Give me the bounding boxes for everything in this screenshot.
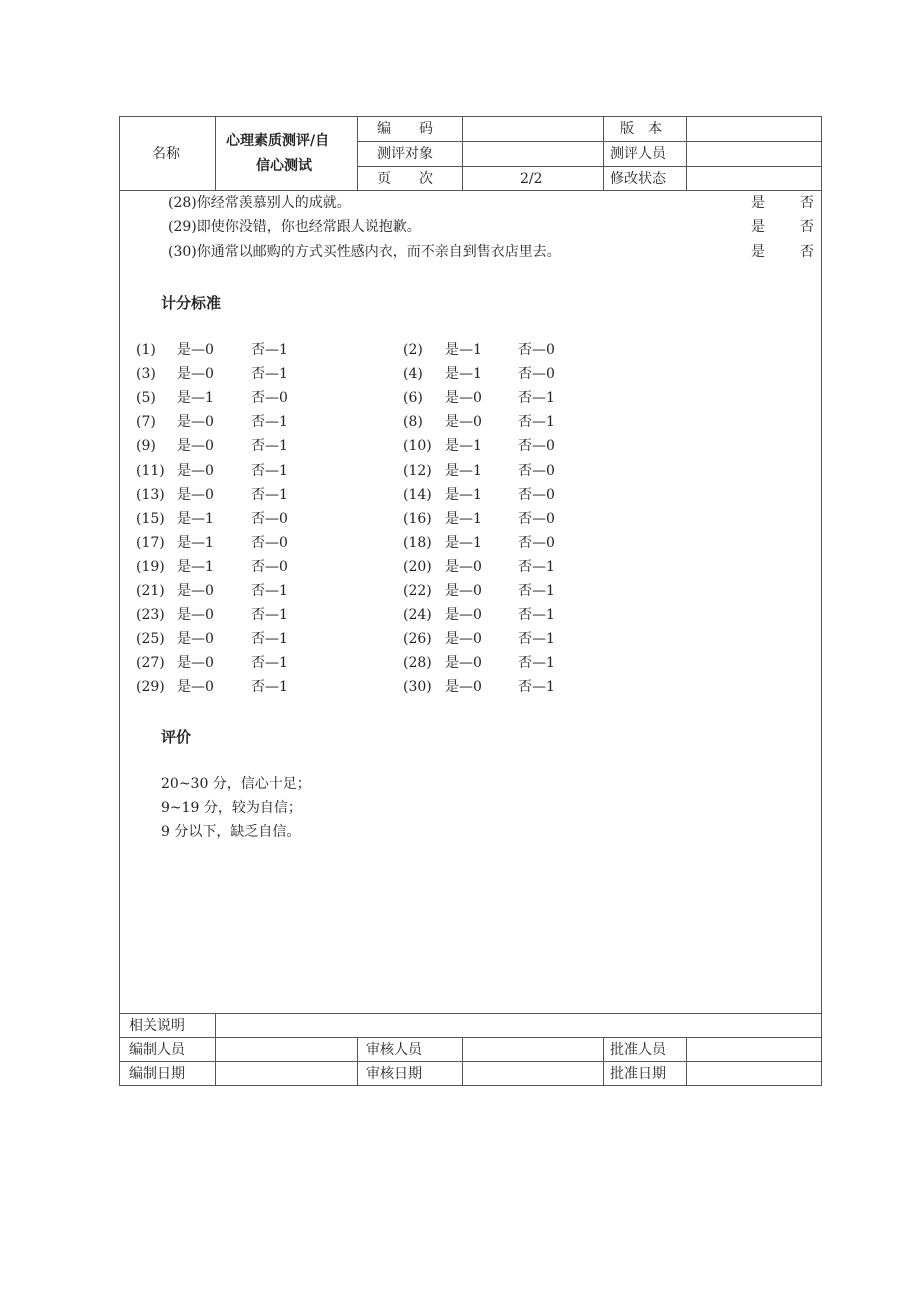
reviewer-label: 审核人员 bbox=[366, 1042, 422, 1058]
score-no: 否—1 bbox=[518, 679, 555, 695]
score-no: 否—1 bbox=[251, 414, 288, 430]
score-num: (22) bbox=[403, 583, 432, 599]
score-no: 否—0 bbox=[518, 438, 555, 454]
approver-label: 批准人员 bbox=[610, 1042, 666, 1058]
score-yes: 是—0 bbox=[177, 463, 214, 479]
question-30: (30)你通常以邮购的方式买性感内衣，而不亲自到售衣店里去。 bbox=[168, 244, 561, 260]
footer-col-divider bbox=[215, 1013, 216, 1085]
score-no: 否—1 bbox=[518, 607, 555, 623]
question-29-no: 否 bbox=[800, 219, 814, 235]
score-num: (9) bbox=[136, 438, 156, 454]
score-yes: 是—1 bbox=[177, 559, 214, 575]
score-num: (1) bbox=[136, 342, 156, 358]
score-no: 否—0 bbox=[518, 535, 555, 551]
name-value-line1: 心理素质测评/自 bbox=[226, 133, 330, 149]
score-no: 否—1 bbox=[518, 390, 555, 406]
score-yes: 是—1 bbox=[445, 463, 482, 479]
score-num: (4) bbox=[403, 366, 423, 382]
score-no: 否—1 bbox=[251, 463, 288, 479]
question-28-no: 否 bbox=[800, 195, 814, 211]
score-num: (30) bbox=[403, 679, 432, 695]
score-num: (19) bbox=[136, 559, 165, 575]
page-label: 页 次 bbox=[377, 171, 433, 187]
score-yes: 是—1 bbox=[445, 511, 482, 527]
page-value: 2/2 bbox=[520, 171, 543, 187]
score-num: (7) bbox=[136, 414, 156, 430]
score-yes: 是—0 bbox=[177, 679, 214, 695]
score-no: 否—1 bbox=[251, 342, 288, 358]
score-num: (28) bbox=[403, 655, 432, 671]
compiler-label: 编制人员 bbox=[129, 1042, 185, 1058]
score-yes: 是—0 bbox=[445, 414, 482, 430]
score-yes: 是—1 bbox=[177, 511, 214, 527]
score-yes: 是—0 bbox=[445, 607, 482, 623]
evaluation-title: 评价 bbox=[161, 728, 192, 746]
score-yes: 是—0 bbox=[445, 679, 482, 695]
footer-top-line bbox=[120, 1013, 821, 1014]
score-num: (18) bbox=[403, 535, 432, 551]
revision-label: 修改状态 bbox=[610, 171, 666, 187]
score-yes: 是—0 bbox=[177, 366, 214, 382]
score-no: 否—1 bbox=[518, 583, 555, 599]
score-num: (15) bbox=[136, 511, 165, 527]
name-value-line2: 信心测试 bbox=[256, 158, 312, 174]
footer-col-divider bbox=[686, 1037, 687, 1085]
score-num: (14) bbox=[403, 487, 432, 503]
footer-col-divider bbox=[603, 1037, 604, 1085]
score-no: 否—1 bbox=[251, 487, 288, 503]
question-29: (29)即使你没错，你也经常跟人说抱歉。 bbox=[168, 219, 421, 235]
name-label: 名称 bbox=[152, 146, 180, 162]
version-label: 版 本 bbox=[620, 121, 662, 137]
score-num: (13) bbox=[136, 487, 165, 503]
score-yes: 是—0 bbox=[177, 583, 214, 599]
header-divider bbox=[357, 166, 822, 167]
score-num: (3) bbox=[136, 366, 156, 382]
score-no: 否—0 bbox=[518, 487, 555, 503]
footer-col-divider bbox=[462, 1037, 463, 1085]
scoring-title: 计分标准 bbox=[161, 294, 222, 312]
score-no: 否—1 bbox=[251, 438, 288, 454]
header-bottom-line bbox=[120, 190, 821, 191]
score-num: (5) bbox=[136, 390, 156, 406]
header-col-divider bbox=[357, 117, 358, 190]
header-col-divider bbox=[686, 117, 687, 190]
question-28: (28)你经常羡慕别人的成就。 bbox=[168, 195, 351, 211]
code-label: 编 码 bbox=[377, 121, 433, 137]
score-num: (16) bbox=[403, 511, 432, 527]
score-no: 否—0 bbox=[251, 511, 288, 527]
score-num: (11) bbox=[136, 463, 165, 479]
score-yes: 是—0 bbox=[445, 390, 482, 406]
score-no: 否—1 bbox=[251, 631, 288, 647]
evaluation-line: 9~19 分，较为自信； bbox=[161, 800, 302, 816]
score-yes: 是—0 bbox=[445, 583, 482, 599]
score-no: 否—0 bbox=[518, 342, 555, 358]
header-divider bbox=[357, 141, 822, 142]
score-no: 否—1 bbox=[518, 559, 555, 575]
review-date-label: 审核日期 bbox=[366, 1066, 422, 1082]
score-num: (12) bbox=[403, 463, 432, 479]
score-no: 否—1 bbox=[518, 631, 555, 647]
question-28-yes: 是 bbox=[751, 195, 765, 211]
score-yes: 是—1 bbox=[177, 535, 214, 551]
score-num: (8) bbox=[403, 414, 423, 430]
score-no: 否—0 bbox=[251, 535, 288, 551]
score-no: 否—0 bbox=[518, 511, 555, 527]
score-num: (20) bbox=[403, 559, 432, 575]
score-num: (10) bbox=[403, 438, 432, 454]
notes-label: 相关说明 bbox=[129, 1018, 185, 1034]
score-no: 否—1 bbox=[251, 583, 288, 599]
header-col-divider bbox=[215, 117, 216, 190]
compile-date-label: 编制日期 bbox=[129, 1066, 185, 1082]
score-no: 否—1 bbox=[251, 655, 288, 671]
question-30-yes: 是 bbox=[751, 244, 765, 260]
score-yes: 是—1 bbox=[445, 438, 482, 454]
evaluation-line: 20~30 分，信心十足； bbox=[161, 776, 311, 792]
score-yes: 是—0 bbox=[177, 414, 214, 430]
score-no: 否—1 bbox=[518, 414, 555, 430]
footer-divider bbox=[120, 1061, 821, 1062]
score-num: (2) bbox=[403, 342, 423, 358]
evaluation-line: 9 分以下，缺乏自信。 bbox=[161, 824, 301, 840]
score-yes: 是—1 bbox=[445, 487, 482, 503]
question-30-no: 否 bbox=[800, 244, 814, 260]
score-yes: 是—0 bbox=[177, 342, 214, 358]
footer-col-divider bbox=[357, 1037, 358, 1085]
score-no: 否—1 bbox=[251, 607, 288, 623]
score-yes: 是—0 bbox=[177, 438, 214, 454]
question-29-yes: 是 bbox=[751, 219, 765, 235]
score-yes: 是—1 bbox=[445, 366, 482, 382]
header-col-divider bbox=[603, 117, 604, 190]
score-no: 否—0 bbox=[518, 366, 555, 382]
score-yes: 是—0 bbox=[177, 487, 214, 503]
score-yes: 是—0 bbox=[177, 607, 214, 623]
score-yes: 是—0 bbox=[177, 655, 214, 671]
score-no: 否—0 bbox=[251, 390, 288, 406]
score-yes: 是—1 bbox=[177, 390, 214, 406]
score-num: (24) bbox=[403, 607, 432, 623]
score-yes: 是—1 bbox=[445, 342, 482, 358]
assessor-label: 测评人员 bbox=[610, 146, 666, 162]
score-num: (6) bbox=[403, 390, 423, 406]
score-num: (29) bbox=[136, 679, 165, 695]
score-num: (26) bbox=[403, 631, 432, 647]
score-yes: 是—0 bbox=[445, 655, 482, 671]
approve-date-label: 批准日期 bbox=[610, 1066, 666, 1082]
score-yes: 是—0 bbox=[177, 631, 214, 647]
subject-label: 测评对象 bbox=[377, 146, 433, 162]
score-num: (27) bbox=[136, 655, 165, 671]
score-no: 否—1 bbox=[251, 366, 288, 382]
score-num: (21) bbox=[136, 583, 165, 599]
header-col-divider bbox=[462, 117, 463, 190]
score-yes: 是—1 bbox=[445, 535, 482, 551]
score-num: (25) bbox=[136, 631, 165, 647]
score-no: 否—1 bbox=[251, 679, 288, 695]
document-frame bbox=[119, 116, 822, 1086]
score-yes: 是—0 bbox=[445, 631, 482, 647]
score-num: (17) bbox=[136, 535, 165, 551]
score-no: 否—1 bbox=[518, 655, 555, 671]
score-no: 否—0 bbox=[518, 463, 555, 479]
score-yes: 是—0 bbox=[445, 559, 482, 575]
score-num: (23) bbox=[136, 607, 165, 623]
footer-divider bbox=[120, 1037, 821, 1038]
score-no: 否—0 bbox=[251, 559, 288, 575]
